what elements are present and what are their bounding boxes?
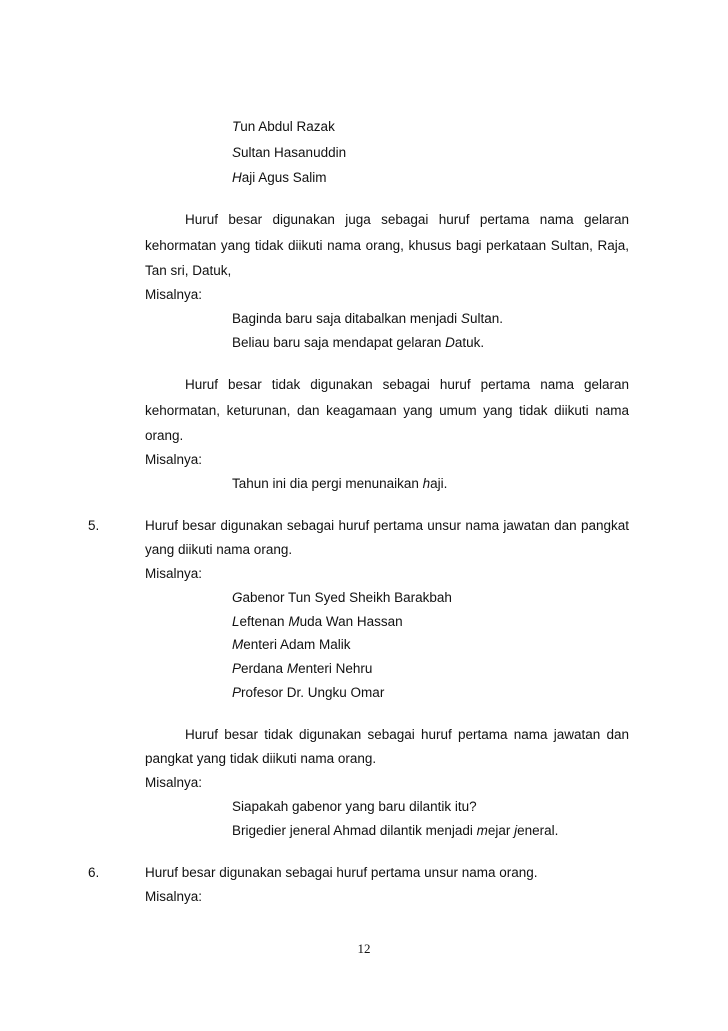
paragraph-line: Huruf besar digunakan juga sebagai huruf pertama nama gelaran	[185, 212, 629, 227]
misalnya-label: Misalnya:	[145, 452, 203, 467]
example-line: Perdana Menteri Nehru	[232, 661, 373, 676]
paragraph-line: pangkat yang tidak diikuti nama orang.	[145, 751, 377, 766]
misalnya-label: Misalnya:	[145, 566, 203, 581]
paragraph-line: Huruf besar digunakan sebagai huruf pertama unsur nama jawatan dan pangkat	[145, 518, 629, 533]
paragraph-line: orang.	[145, 428, 184, 443]
example-line: Siapakah gabenor yang baru dilantik itu?	[232, 799, 477, 814]
example-line: Haji Agus Salim	[232, 170, 327, 185]
example-line: Tun Abdul Razak	[232, 119, 335, 134]
example-line: Leftenan Muda Wan Hassan	[232, 614, 403, 629]
example-line: Menteri Adam Malik	[232, 637, 351, 652]
example-line: Gabenor Tun Syed Sheikh Barakbah	[232, 590, 452, 605]
example-line: Sultan Hasanuddin	[232, 145, 347, 160]
example-line: Brigedier jeneral Ahmad dilantik menjadi mejar jeneral.	[232, 823, 559, 838]
paragraph-line: Huruf besar tidak digunakan sebagai huruf pertama nama jawatan dan	[185, 727, 629, 742]
paragraph-line: kehormatan, keturunan, dan keagamaan yang umum yang tidak diikuti nama	[145, 403, 629, 418]
paragraph-line: yang diikuti nama orang.	[145, 542, 293, 557]
example-line: Beliau baru saja mendapat gelaran Datuk.	[232, 335, 485, 350]
paragraph-line: kehormatan yang tidak diikuti nama orang, khusus bagi perkataan Sultan, Raja,	[145, 238, 629, 253]
list-number: 6.	[88, 865, 100, 880]
misalnya-label: Misalnya:	[145, 889, 203, 904]
misalnya-label: Misalnya:	[145, 287, 203, 302]
example-line: Profesor Dr. Ungku Omar	[232, 685, 385, 700]
example-line: Tahun ini dia pergi menunaikan haji.	[232, 476, 448, 491]
page-number: 12	[357, 941, 371, 956]
paragraph-line: Huruf besar digunakan sebagai huruf pertama unsur nama orang.	[145, 865, 538, 880]
example-line: Baginda baru saja ditabalkan menjadi Sultan.	[232, 311, 503, 326]
list-number: 5.	[88, 518, 100, 533]
misalnya-label: Misalnya:	[145, 775, 203, 790]
paragraph-line: Huruf besar tidak digunakan sebagai huruf pertama nama gelaran	[185, 377, 629, 392]
paragraph-line: Tan sri, Datuk,	[145, 263, 232, 278]
